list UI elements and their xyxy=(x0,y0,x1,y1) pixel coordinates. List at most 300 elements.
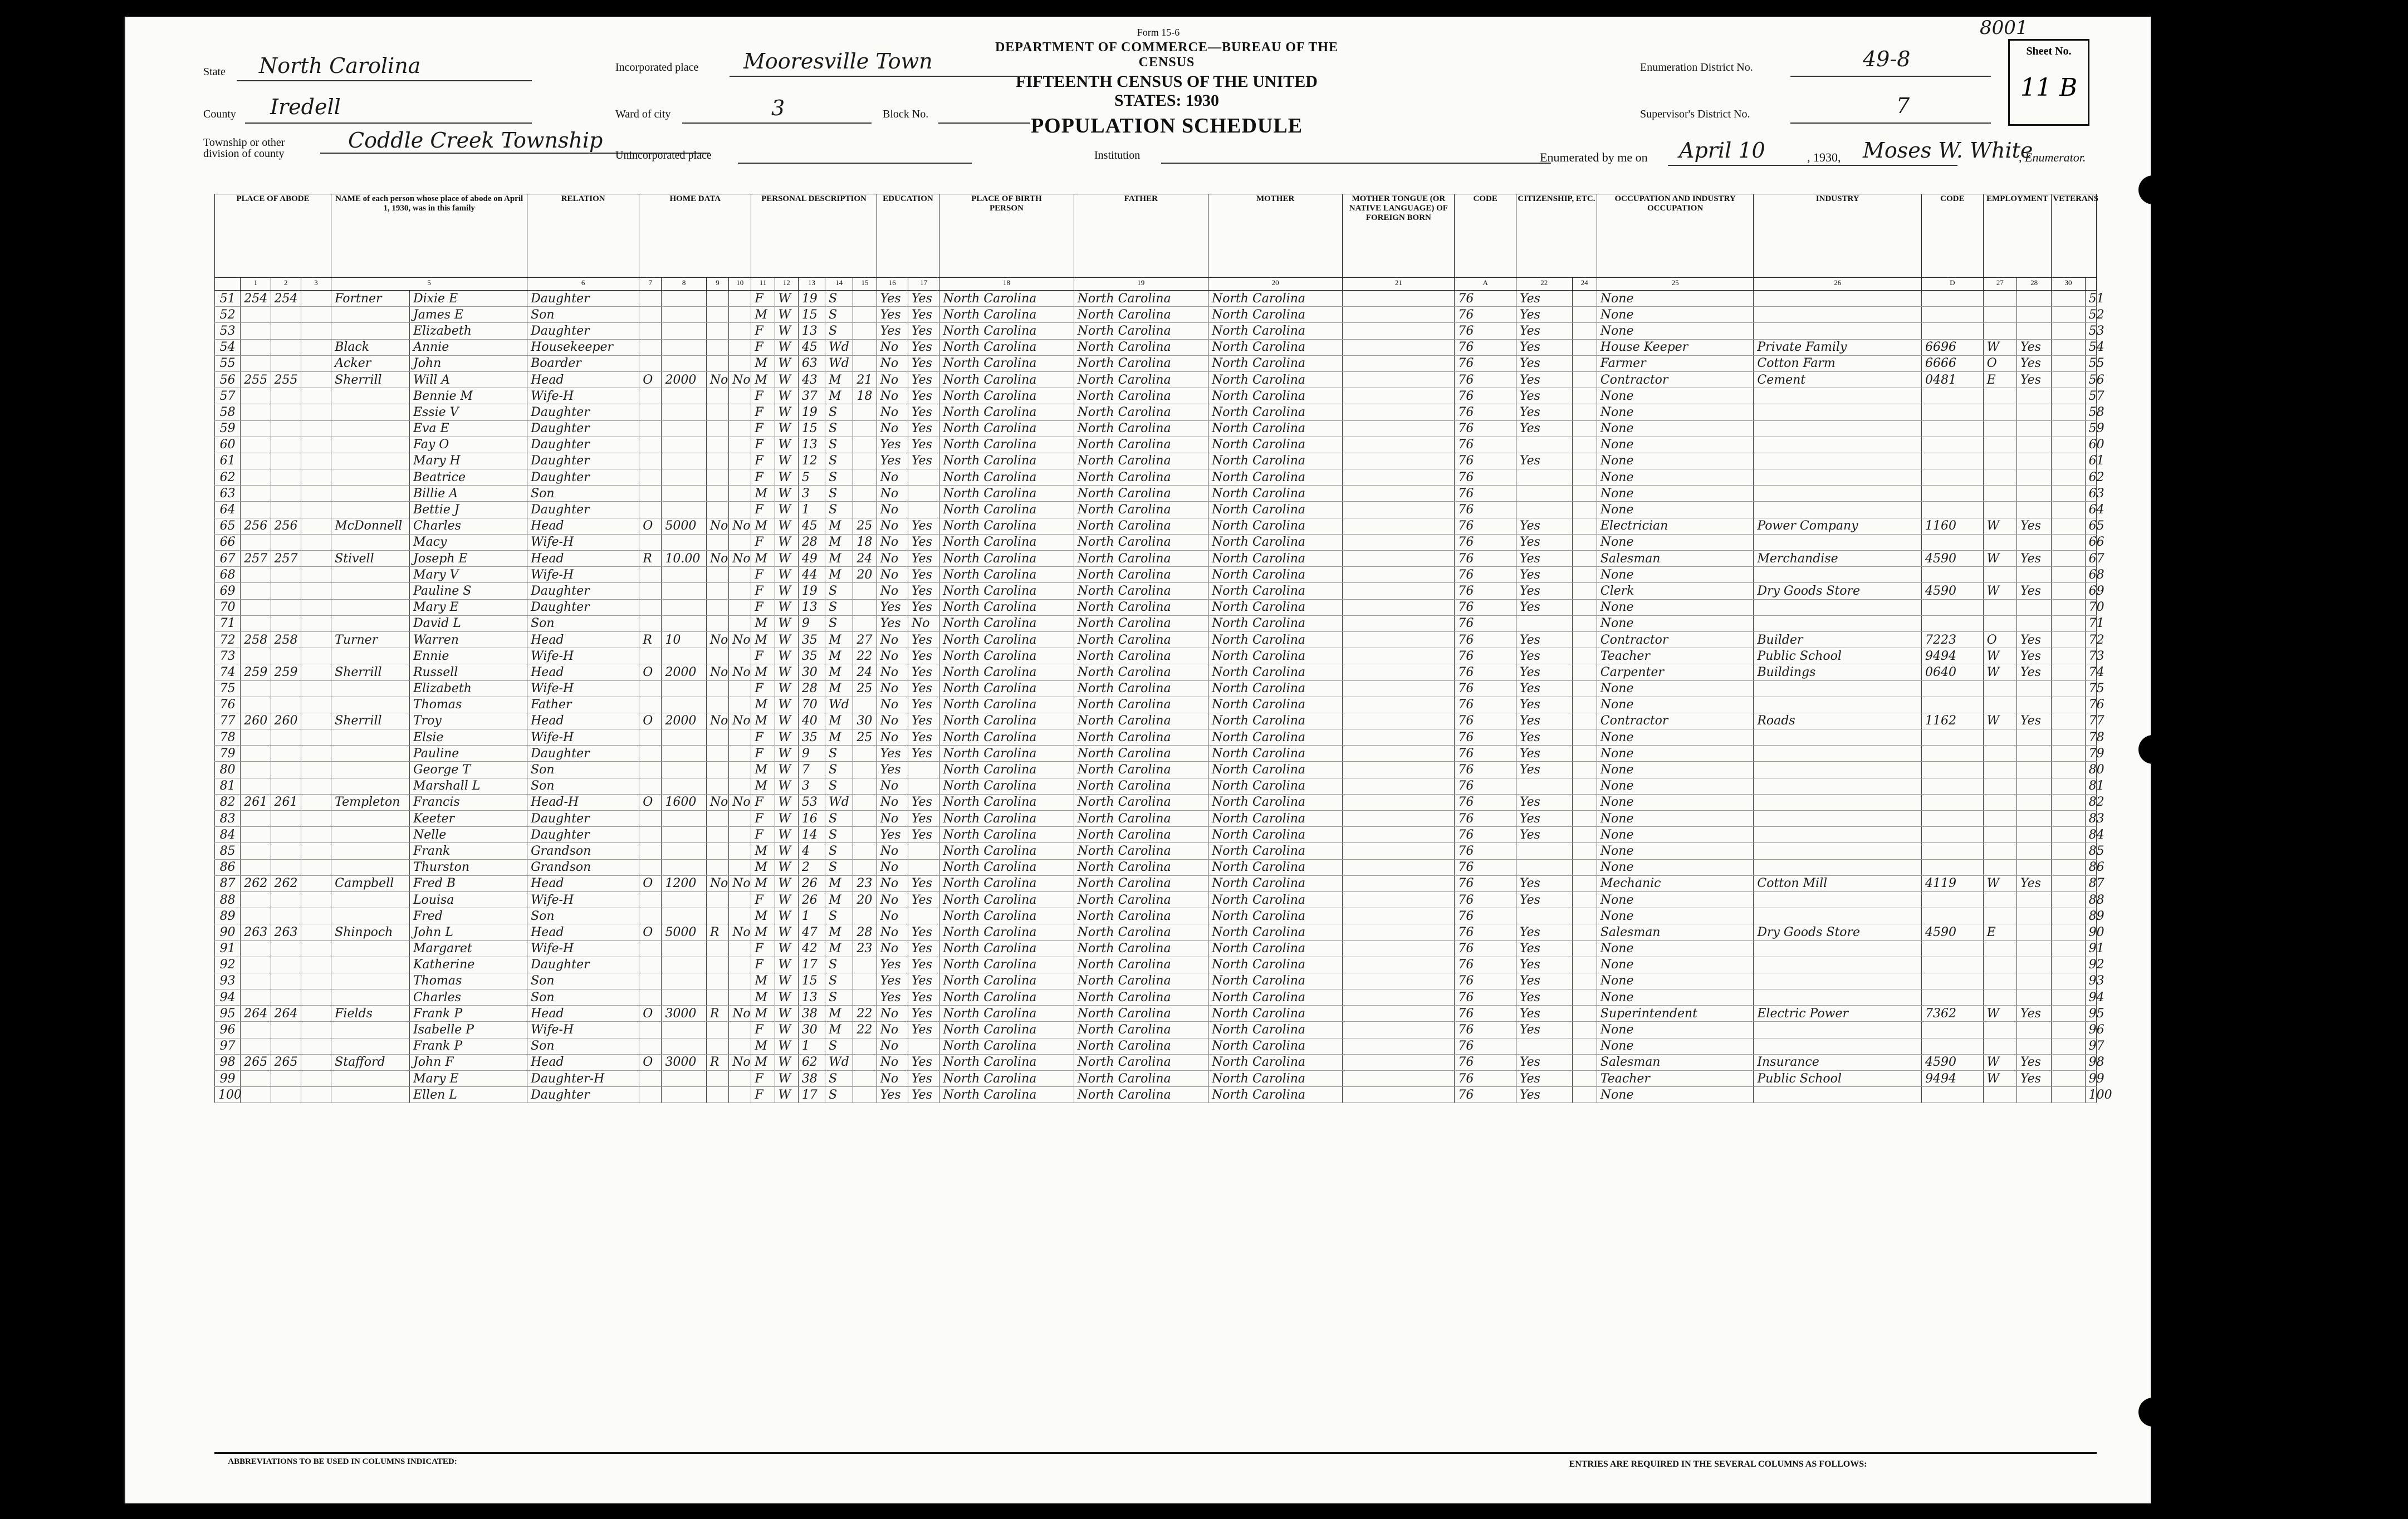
cell-birth: North Carolina xyxy=(939,973,1074,989)
cell-fam: 262 xyxy=(271,875,301,891)
cell-radio xyxy=(706,404,728,420)
cell-fam: 265 xyxy=(271,1054,301,1070)
cell-occ: None xyxy=(1597,697,1754,713)
line-number: 57 xyxy=(215,388,241,404)
cell-radio: No xyxy=(706,518,728,534)
cell-rel: Wife-H xyxy=(527,648,639,664)
cell-mar: S xyxy=(825,762,853,778)
cell-code: 76 xyxy=(1455,697,1516,713)
table-row xyxy=(215,567,2097,583)
cell-rel: Son xyxy=(527,307,639,323)
cell-radio xyxy=(706,891,728,908)
cell-school: No xyxy=(877,908,908,924)
cell-surname xyxy=(331,534,410,550)
punch-hole xyxy=(2138,175,2167,204)
incorporated-value: Mooresville Town xyxy=(743,49,933,74)
empty-cell xyxy=(1572,924,1597,940)
empty-cell xyxy=(301,615,331,631)
table-row xyxy=(215,534,2097,550)
cell-emp xyxy=(2017,762,2051,778)
empty-cell xyxy=(2052,794,2085,810)
cell-eng: Yes xyxy=(1516,957,1573,973)
cell-code: 76 xyxy=(1455,908,1516,924)
cell-race: W xyxy=(775,957,798,973)
cell-emp: Yes xyxy=(2017,664,2051,680)
cell-cls xyxy=(1983,957,2017,973)
cell-code: 76 xyxy=(1455,648,1516,664)
empty-cell xyxy=(301,420,331,437)
cell-radio xyxy=(706,599,728,615)
empty-cell xyxy=(301,1071,331,1087)
cell-father: North Carolina xyxy=(1074,762,1208,778)
cell-sex: M xyxy=(751,664,775,680)
empty-cell xyxy=(2052,1006,2085,1022)
cell-school: No xyxy=(877,843,908,859)
cell-code: 76 xyxy=(1455,631,1516,648)
empty-cell xyxy=(2052,664,2085,680)
cell-val: 2000 xyxy=(662,664,706,680)
cell-eng: Yes xyxy=(1516,989,1573,1006)
cell-fam xyxy=(271,437,301,453)
cell-code: 76 xyxy=(1455,307,1516,323)
cell-cd: 7223 xyxy=(1922,631,1984,648)
empty-cell xyxy=(1343,729,1455,746)
cell-code: 76 xyxy=(1455,1071,1516,1087)
empty-cell xyxy=(301,339,331,355)
empty-cell xyxy=(1572,794,1597,810)
cell-occ: None xyxy=(1597,729,1754,746)
cell-val xyxy=(662,1071,706,1087)
cell-ind: Private Family xyxy=(1754,339,1922,355)
line-number: 73 xyxy=(215,648,241,664)
cell-code: 76 xyxy=(1455,615,1516,631)
line-number: 92 xyxy=(215,957,241,973)
empty-cell xyxy=(1343,1022,1455,1038)
empty-cell xyxy=(2052,859,2085,875)
cell-surname xyxy=(331,583,410,599)
cell-own xyxy=(639,746,662,762)
cell-school: Yes xyxy=(877,615,908,631)
cell-mother: North Carolina xyxy=(1208,908,1342,924)
cell-dw xyxy=(241,469,271,486)
cell-val xyxy=(662,502,706,518)
empty-cell xyxy=(301,437,331,453)
industry-header: INDUSTRY xyxy=(1754,194,1922,278)
table-row xyxy=(215,599,2097,615)
cell-occ: None xyxy=(1597,859,1754,875)
cell-eng: Yes xyxy=(1516,664,1573,680)
empty-cell xyxy=(1572,973,1597,989)
line-number: 80 xyxy=(215,762,241,778)
cell-mar: S xyxy=(825,1087,853,1103)
cell-rel: Head xyxy=(527,875,639,891)
empty-cell xyxy=(301,989,331,1006)
cell-fam xyxy=(271,534,301,550)
cell-cd xyxy=(1922,762,1984,778)
table-row xyxy=(215,940,2097,957)
line-number: 79 xyxy=(215,746,241,762)
cell-emp xyxy=(2017,843,2051,859)
stamp-number: 8001 xyxy=(1980,17,2028,39)
empty-cell xyxy=(2052,746,2085,762)
cell-ind xyxy=(1754,746,1922,762)
cell-mother: North Carolina xyxy=(1208,486,1342,502)
cell-emp xyxy=(2017,859,2051,875)
cell-occ: None xyxy=(1597,404,1754,420)
cell-mar: M xyxy=(825,680,853,697)
cell-eng: Yes xyxy=(1516,811,1573,827)
line-number: 63 xyxy=(2085,486,2096,502)
cell-occ: None xyxy=(1597,811,1754,827)
empty-cell xyxy=(2052,697,2085,713)
table-row xyxy=(215,339,2097,355)
cell-eng: Yes xyxy=(1516,697,1573,713)
empty-cell xyxy=(2052,420,2085,437)
empty-cell xyxy=(2052,404,2085,420)
cell-dw: 259 xyxy=(241,664,271,680)
cell-read: Yes xyxy=(908,891,939,908)
cell-given: John L xyxy=(409,924,527,940)
cell-mother: North Carolina xyxy=(1208,827,1342,843)
personal-header: PERSONAL DESCRIPTION xyxy=(751,194,877,278)
cell-code: 76 xyxy=(1455,989,1516,1006)
cell-age: 3 xyxy=(798,778,825,794)
cell-school: No xyxy=(877,859,908,875)
cell-val xyxy=(662,957,706,973)
cell-father: North Carolina xyxy=(1074,567,1208,583)
line-number: 84 xyxy=(2085,827,2096,843)
cell-school: Yes xyxy=(877,307,908,323)
cell-birth: North Carolina xyxy=(939,1071,1074,1087)
cell-mar: S xyxy=(825,486,853,502)
cell-sex: F xyxy=(751,323,775,339)
cell-emp: Yes xyxy=(2017,1071,2051,1087)
cell-sex: F xyxy=(751,680,775,697)
cell-read: Yes xyxy=(908,1006,939,1022)
cell-agem xyxy=(853,697,877,713)
line-number: 63 xyxy=(215,486,241,502)
cell-code: 76 xyxy=(1455,1006,1516,1022)
cell-rel: Head xyxy=(527,551,639,567)
cell-school: Yes xyxy=(877,989,908,1006)
empty-cell xyxy=(2052,940,2085,957)
cell-agem xyxy=(853,355,877,371)
empty-cell xyxy=(301,680,331,697)
cell-age: 15 xyxy=(798,420,825,437)
empty-cell xyxy=(1343,973,1455,989)
empty-cell xyxy=(1572,1054,1597,1070)
cell-birth: North Carolina xyxy=(939,957,1074,973)
cell-val: 2000 xyxy=(662,713,706,729)
cell-read: Yes xyxy=(908,664,939,680)
cell-read: Yes xyxy=(908,811,939,827)
cell-surname: Stafford xyxy=(331,1054,410,1070)
cell-farm xyxy=(729,453,751,469)
table-row xyxy=(215,973,2097,989)
cell-emp xyxy=(2017,534,2051,550)
empty-cell xyxy=(301,307,331,323)
cell-occ: None xyxy=(1597,746,1754,762)
cell-farm xyxy=(729,404,751,420)
line-number: 97 xyxy=(2085,1038,2096,1054)
line-number: 81 xyxy=(2085,778,2096,794)
cell-given: Essie V xyxy=(409,404,527,420)
enumerator-label: , Enumerator. xyxy=(2019,150,2086,164)
cell-code: 76 xyxy=(1455,388,1516,404)
cell-rel: Son xyxy=(527,1038,639,1054)
cell-cls xyxy=(1983,989,2017,1006)
cell-fam xyxy=(271,811,301,827)
cell-read: Yes xyxy=(908,551,939,567)
line-number: 69 xyxy=(2085,583,2096,599)
cell-val xyxy=(662,323,706,339)
cell-eng: Yes xyxy=(1516,453,1573,469)
cell-farm xyxy=(729,583,751,599)
cell-val xyxy=(662,404,706,420)
cell-age: 1 xyxy=(798,1038,825,1054)
cell-eng xyxy=(1516,502,1573,518)
line-number: 96 xyxy=(2085,1022,2096,1038)
empty-cell xyxy=(2052,388,2085,404)
empty-cell xyxy=(1572,648,1597,664)
cell-agem: 27 xyxy=(853,631,877,648)
cell-mar: S xyxy=(825,323,853,339)
cell-school: No xyxy=(877,518,908,534)
cell-age: 63 xyxy=(798,355,825,371)
cell-dw xyxy=(241,778,271,794)
cell-race: W xyxy=(775,631,798,648)
line-number: 73 xyxy=(2085,648,2096,664)
cell-dw xyxy=(241,843,271,859)
cell-code: 76 xyxy=(1455,567,1516,583)
cell-own xyxy=(639,827,662,843)
cell-rel: Wife-H xyxy=(527,680,639,697)
cell-cls: W xyxy=(1983,1071,2017,1087)
cell-read: Yes xyxy=(908,339,939,355)
cell-radio xyxy=(706,1038,728,1054)
line-number: 83 xyxy=(2085,811,2096,827)
cell-agem xyxy=(853,453,877,469)
empty-cell xyxy=(2052,713,2085,729)
line-number: 76 xyxy=(2085,697,2096,713)
table-row xyxy=(215,794,2097,810)
cell-mother: North Carolina xyxy=(1208,1054,1342,1070)
cell-race: W xyxy=(775,453,798,469)
cell-given: Beatrice xyxy=(409,469,527,486)
form-number: Form 15-6 xyxy=(1137,27,1180,38)
cell-read: Yes xyxy=(908,453,939,469)
cell-given: Ellen L xyxy=(409,1087,527,1103)
cell-read xyxy=(908,859,939,875)
cell-farm xyxy=(729,1087,751,1103)
cell-own: O xyxy=(639,371,662,388)
cell-radio xyxy=(706,567,728,583)
cell-farm: No xyxy=(729,713,751,729)
cell-read: Yes xyxy=(908,307,939,323)
cell-father: North Carolina xyxy=(1074,291,1208,307)
cell-age: 49 xyxy=(798,551,825,567)
cell-mother: North Carolina xyxy=(1208,697,1342,713)
cell-ind xyxy=(1754,794,1922,810)
cell-radio xyxy=(706,469,728,486)
cell-code: 76 xyxy=(1455,1087,1516,1103)
cell-cls xyxy=(1983,762,2017,778)
cell-mar: S xyxy=(825,746,853,762)
cell-code: 76 xyxy=(1455,827,1516,843)
cell-mother: North Carolina xyxy=(1208,746,1342,762)
cell-farm xyxy=(729,307,751,323)
line-number: 67 xyxy=(215,551,241,567)
cell-own xyxy=(639,567,662,583)
table-row xyxy=(215,827,2097,843)
line-number: 80 xyxy=(2085,762,2096,778)
cell-farm xyxy=(729,388,751,404)
cell-agem: 18 xyxy=(853,388,877,404)
cell-dw xyxy=(241,486,271,502)
cell-ind xyxy=(1754,989,1922,1006)
cell-age: 45 xyxy=(798,518,825,534)
cell-rel: Head xyxy=(527,518,639,534)
cell-occ: Clerk xyxy=(1597,583,1754,599)
line-number: 57 xyxy=(2085,388,2096,404)
line-number: 54 xyxy=(2085,339,2096,355)
cell-ind: Cotton Mill xyxy=(1754,875,1922,891)
cell-radio xyxy=(706,437,728,453)
birth-father-header: FATHER xyxy=(1074,194,1208,278)
cell-eng xyxy=(1516,615,1573,631)
line-number: 88 xyxy=(215,891,241,908)
cell-farm xyxy=(729,989,751,1006)
cell-ind xyxy=(1754,307,1922,323)
cell-cd xyxy=(1922,437,1984,453)
empty-cell xyxy=(1343,486,1455,502)
cell-father: North Carolina xyxy=(1074,323,1208,339)
column-number-row: 1 2 3 5 6 7 8 9 10 11 12 13 14 15 16 17 18 19 20 21 A 22 24 25 26 D 27 28 30 xyxy=(215,278,2097,291)
cell-code: 76 xyxy=(1455,323,1516,339)
empty-cell xyxy=(1343,339,1455,355)
cell-given: Mary H xyxy=(409,453,527,469)
cell-ind xyxy=(1754,567,1922,583)
cell-eng: Yes xyxy=(1516,1071,1573,1087)
cell-cd: 6666 xyxy=(1922,355,1984,371)
cell-radio: No xyxy=(706,875,728,891)
cell-val xyxy=(662,697,706,713)
cell-birth: North Carolina xyxy=(939,778,1074,794)
table-row xyxy=(215,875,2097,891)
cell-age: 43 xyxy=(798,371,825,388)
table-row xyxy=(215,502,2097,518)
empty-cell xyxy=(1343,420,1455,437)
cell-emp xyxy=(2017,599,2051,615)
cell-own: R xyxy=(639,551,662,567)
cell-read: Yes xyxy=(908,437,939,453)
cell-own xyxy=(639,729,662,746)
empty-cell xyxy=(1343,908,1455,924)
cell-race: W xyxy=(775,371,798,388)
cell-mar: M xyxy=(825,729,853,746)
cell-agem xyxy=(853,404,877,420)
cell-ind: Electric Power xyxy=(1754,1006,1922,1022)
cell-dw xyxy=(241,811,271,827)
cell-cls xyxy=(1983,811,2017,827)
table-row xyxy=(215,664,2097,680)
cell-dw xyxy=(241,567,271,583)
line-number: 86 xyxy=(2085,859,2096,875)
cell-mar: S xyxy=(825,437,853,453)
cell-cls: E xyxy=(1983,924,2017,940)
cell-cls xyxy=(1983,908,2017,924)
cell-emp xyxy=(2017,940,2051,957)
cell-farm xyxy=(729,973,751,989)
cell-emp xyxy=(2017,388,2051,404)
table-row xyxy=(215,291,2097,307)
cell-read: Yes xyxy=(908,875,939,891)
cell-age: 42 xyxy=(798,940,825,957)
cell-birth: North Carolina xyxy=(939,323,1074,339)
cell-cd xyxy=(1922,420,1984,437)
cell-emp xyxy=(2017,908,2051,924)
table-row xyxy=(215,323,2097,339)
empty-cell xyxy=(2052,762,2085,778)
cell-cd xyxy=(1922,989,1984,1006)
cell-dw xyxy=(241,908,271,924)
empty-cell xyxy=(1343,762,1455,778)
cell-ind: Merchandise xyxy=(1754,551,1922,567)
line-number: 56 xyxy=(2085,371,2096,388)
cell-val xyxy=(662,680,706,697)
table-row xyxy=(215,355,2097,371)
cell-surname xyxy=(331,989,410,1006)
cell-fam: 264 xyxy=(271,1006,301,1022)
cell-school: No xyxy=(877,1038,908,1054)
cell-surname xyxy=(331,778,410,794)
cell-mar: M xyxy=(825,371,853,388)
cell-surname: McDonnell xyxy=(331,518,410,534)
cell-birth: North Carolina xyxy=(939,762,1074,778)
enumerated-year: , 1930, xyxy=(1807,150,1841,164)
cell-val xyxy=(662,339,706,355)
cell-occ: None xyxy=(1597,989,1754,1006)
table-row xyxy=(215,437,2097,453)
cell-eng xyxy=(1516,778,1573,794)
cell-own xyxy=(639,534,662,550)
empty-cell xyxy=(1343,583,1455,599)
cell-cls xyxy=(1983,291,2017,307)
cell-surname xyxy=(331,891,410,908)
cell-cls: W xyxy=(1983,583,2017,599)
cell-birth: North Carolina xyxy=(939,875,1074,891)
cell-code: 76 xyxy=(1455,355,1516,371)
line-number: 58 xyxy=(215,404,241,420)
cell-given: Macy xyxy=(409,534,527,550)
cell-sex: M xyxy=(751,371,775,388)
empty-cell xyxy=(2052,778,2085,794)
cell-own: O xyxy=(639,518,662,534)
cell-father: North Carolina xyxy=(1074,1054,1208,1070)
cell-mother: North Carolina xyxy=(1208,648,1342,664)
cell-cd xyxy=(1922,827,1984,843)
cell-emp xyxy=(2017,729,2051,746)
cell-val xyxy=(662,291,706,307)
empty-cell xyxy=(2052,843,2085,859)
cell-cd xyxy=(1922,940,1984,957)
census-rows xyxy=(215,291,2112,1103)
empty-cell xyxy=(301,1054,331,1070)
cell-race: W xyxy=(775,437,798,453)
cell-father: North Carolina xyxy=(1074,551,1208,567)
cell-school: No xyxy=(877,924,908,940)
cell-own xyxy=(639,1071,662,1087)
